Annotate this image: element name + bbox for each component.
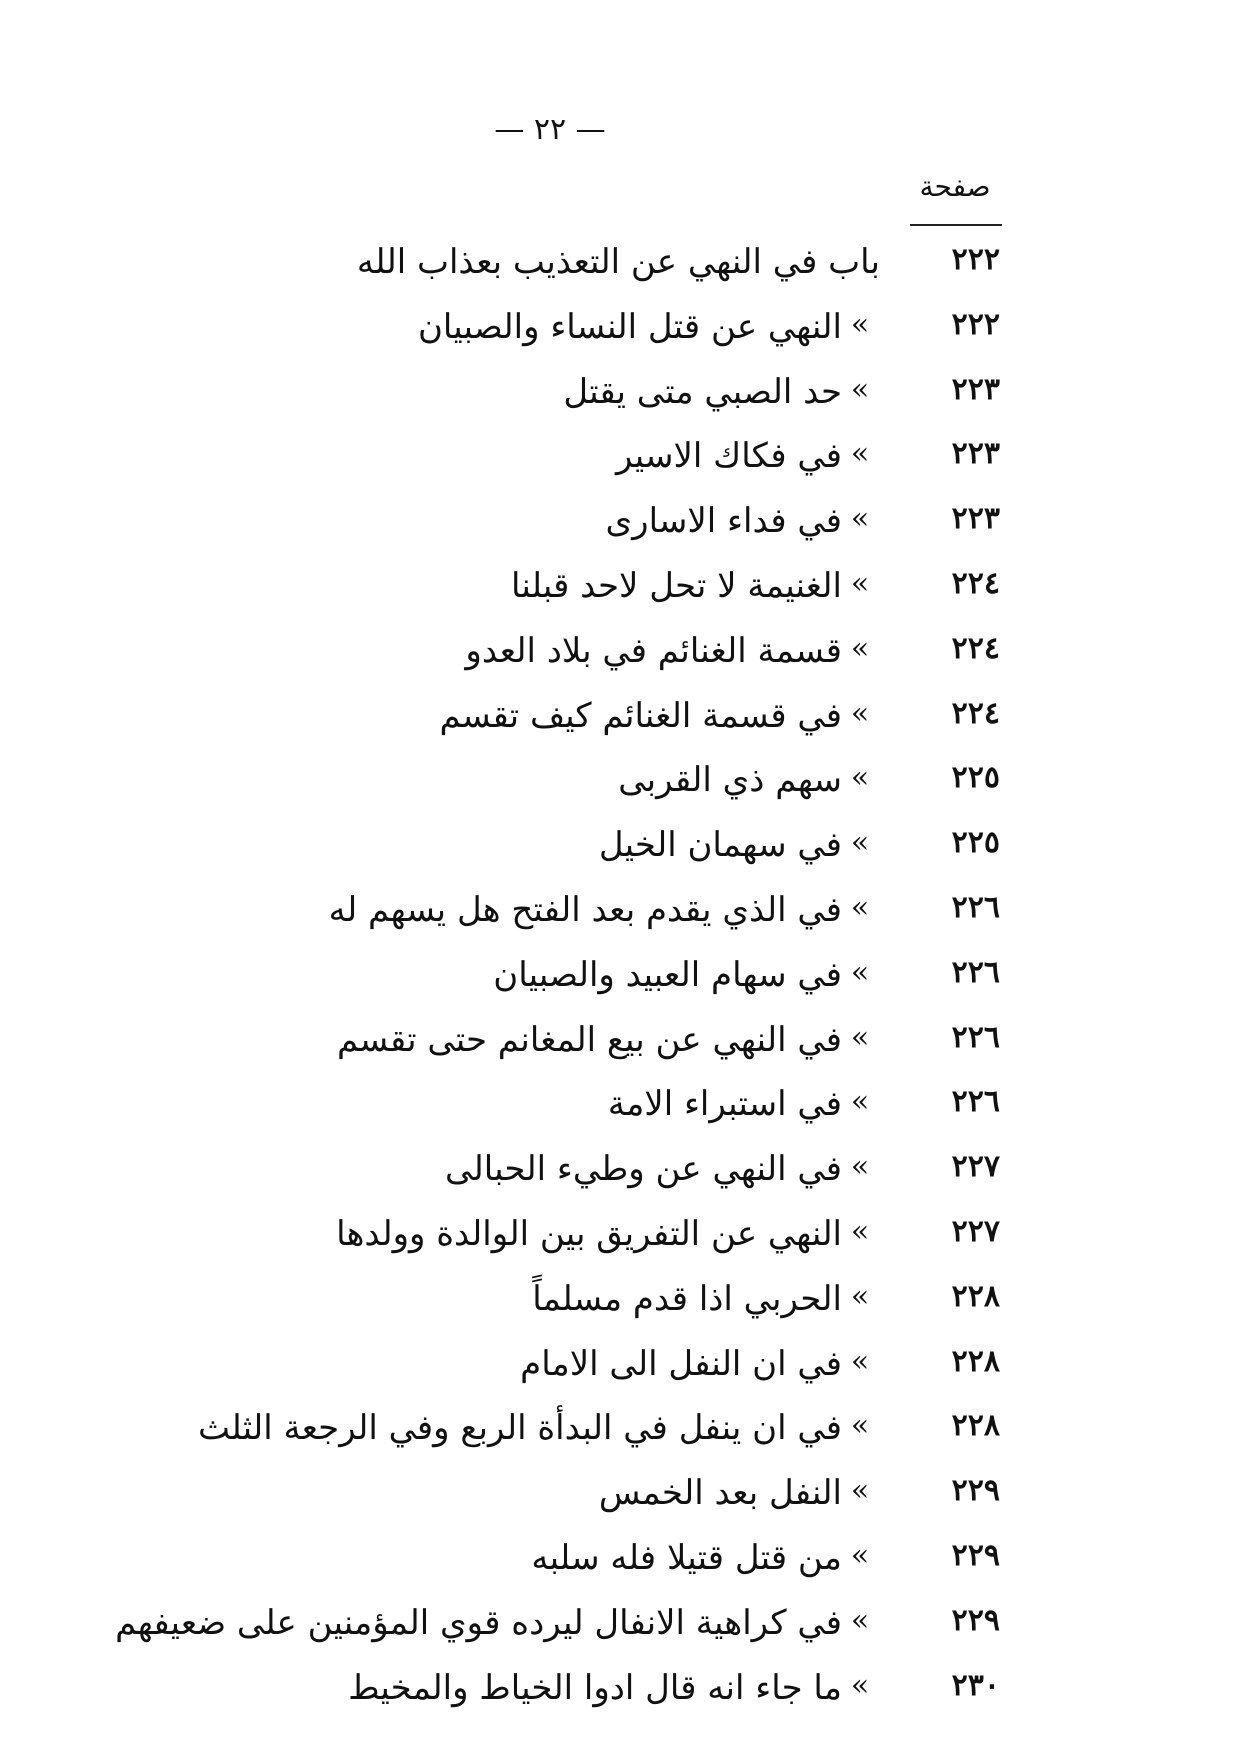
- entry-page-number: ٢٢٢: [951, 306, 1000, 342]
- ditto-mark: »: [850, 1473, 870, 1509]
- toc-entry: [220, 947, 1000, 1012]
- toc-entry: [220, 688, 1000, 753]
- toc-entry: [220, 1076, 1000, 1141]
- entry-title: في النهي عن بيع المغانم حتى تقسم: [336, 1019, 842, 1060]
- ditto-mark: »: [850, 1667, 870, 1703]
- ditto-mark: »: [850, 630, 870, 666]
- toc-entry: [220, 1465, 1000, 1530]
- ditto-mark: »: [850, 1537, 870, 1573]
- ditto-mark: »: [850, 371, 870, 407]
- page-number: — ٢٢ —: [494, 112, 606, 147]
- toc-entry: [220, 752, 1000, 817]
- entry-title: باب في النهي عن التعذيب بعذاب الله: [356, 242, 880, 282]
- toc-entry: [220, 1012, 1000, 1077]
- entry-title: في كراهية الانفال ليرده قوي المؤمنين على ضعيفهم: [115, 1602, 842, 1643]
- entry-page-number: ٢٢٥: [951, 825, 1000, 861]
- entry-page-number: ٢٢٣: [951, 436, 1000, 472]
- entry-title: في فكاك الاسير: [616, 436, 842, 477]
- entry-title: النهي عن قتل النساء والصبيان: [417, 306, 842, 347]
- toc-entry: [220, 1141, 1000, 1206]
- entry-title: قسمة الغنائم في بلاد العدو: [465, 630, 842, 671]
- toc-entry: [220, 1271, 1000, 1336]
- toc-entry: [220, 299, 1000, 364]
- entry-page-number: ٢٣٠: [951, 1667, 1000, 1703]
- entry-page-number: ٢٢٩: [951, 1602, 1000, 1638]
- entry-title: في استبراء الامة: [607, 1084, 842, 1125]
- entry-title: في سهام العبيد والصبيان: [493, 954, 842, 995]
- ditto-mark: »: [850, 436, 870, 472]
- entry-page-number: ٢٢٤: [951, 630, 1000, 666]
- toc-entry: [220, 234, 1000, 299]
- toc-entry: [220, 1336, 1000, 1401]
- ditto-mark: »: [850, 1213, 870, 1249]
- ditto-mark: »: [850, 1408, 870, 1444]
- entry-title: من قتل قتيلا فله سلبه: [531, 1537, 842, 1578]
- entry-page-number: ٢٢٦: [951, 1084, 1000, 1120]
- ditto-mark: »: [850, 954, 870, 990]
- ditto-mark: »: [850, 1343, 870, 1379]
- toc-entry: [220, 882, 1000, 947]
- entry-title: حد الصبي متى يقتل: [563, 371, 842, 412]
- entry-page-number: ٢٢٣: [951, 371, 1000, 407]
- entry-title: الحربي اذا قدم مسلماً: [532, 1278, 842, 1319]
- ditto-mark: »: [850, 1019, 870, 1055]
- toc-entry: [220, 817, 1000, 882]
- entry-page-number: ٢٢٦: [951, 889, 1000, 925]
- header-underline: [910, 224, 1002, 226]
- ditto-mark: »: [850, 889, 870, 925]
- entry-title: ما جاء انه قال ادوا الخياط والمخيط: [348, 1667, 842, 1708]
- toc-entry: [220, 364, 1000, 429]
- entry-page-number: ٢٢٧: [951, 1213, 1000, 1249]
- entry-page-number: ٢٢٨: [951, 1343, 1000, 1379]
- ditto-mark: »: [850, 1084, 870, 1120]
- entry-page-number: ٢٢٥: [951, 760, 1000, 796]
- ditto-mark: »: [850, 1278, 870, 1314]
- toc-entry: [220, 623, 1000, 688]
- entry-title: في ان ينفل في البدأة الربع وفي الرجعة الثلث: [198, 1408, 842, 1449]
- ditto-mark: »: [850, 760, 870, 796]
- ditto-mark: »: [850, 695, 870, 731]
- toc-entry: [220, 558, 1000, 623]
- table-of-contents: [115, 234, 1000, 1724]
- entry-page-number: ٢٢٦: [951, 954, 1000, 990]
- entry-title: النهي عن التفريق بين الوالدة وولدها: [336, 1213, 842, 1254]
- entry-page-number: ٢٢٦: [951, 1019, 1000, 1055]
- entry-page-number: ٢٢٨: [951, 1408, 1000, 1444]
- ditto-mark: »: [850, 1602, 870, 1638]
- ditto-mark: »: [850, 306, 870, 342]
- ditto-mark: »: [850, 825, 870, 861]
- toc-entry: [220, 1660, 1000, 1725]
- toc-entry: [220, 1206, 1000, 1271]
- entry-title: في النهي عن وطيء الحبالى: [445, 1149, 842, 1190]
- toc-entry: [115, 1595, 1000, 1660]
- entry-title: في سهمان الخيل: [598, 825, 842, 866]
- toc-entry: [220, 1530, 1000, 1595]
- entry-page-number: ٢٢٤: [951, 695, 1000, 731]
- entry-page-number: ٢٢٢: [951, 242, 1000, 277]
- entry-title: الغنيمة لا تحل لاحد قبلنا: [510, 565, 842, 606]
- toc-entry: [220, 493, 1000, 558]
- entry-title: النفل بعد الخمس: [598, 1473, 842, 1514]
- ditto-mark: »: [850, 1149, 870, 1185]
- ditto-mark: »: [850, 501, 870, 537]
- entry-page-number: ٢٢٨: [951, 1278, 1000, 1314]
- entry-page-number: ٢٢٤: [951, 565, 1000, 601]
- entry-page-number: ٢٢٩: [951, 1537, 1000, 1573]
- entry-title: في فداء الاسارى: [605, 501, 842, 542]
- entry-title: في قسمة الغنائم كيف تقسم: [439, 695, 842, 736]
- toc-entry: [220, 428, 1000, 493]
- entry-page-number: ٢٢٧: [951, 1149, 1000, 1185]
- ditto-mark: »: [850, 565, 870, 601]
- page-column-header: صفحة: [919, 170, 991, 203]
- entry-title: في ان النفل الى الامام: [520, 1343, 842, 1384]
- entry-title: سهم ذي القربى: [618, 760, 842, 801]
- entry-page-number: ٢٢٣: [951, 501, 1000, 537]
- toc-entry: [198, 1400, 1000, 1465]
- entry-title: في الذي يقدم بعد الفتح هل يسهم له: [328, 889, 842, 930]
- entry-page-number: ٢٢٩: [951, 1473, 1000, 1509]
